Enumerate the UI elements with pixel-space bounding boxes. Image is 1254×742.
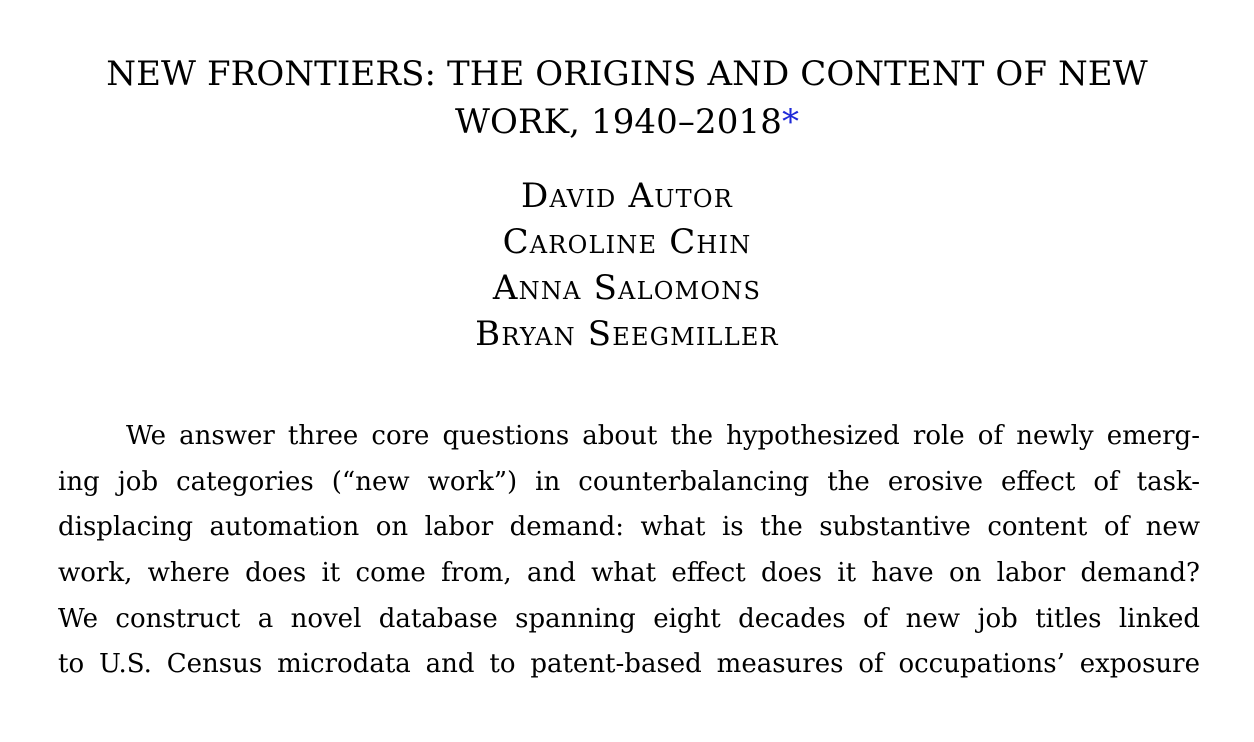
paper-title-line-2 — [40, 98, 1214, 146]
author-name: Anna Salomons — [492, 268, 762, 308]
paper-title-line-2-text: WORK, 1940–2018 — [454, 102, 782, 142]
abstract-line: work, where does it come from, and what effect does it have on labor demand? — [58, 558, 1200, 589]
paper-title — [40, 50, 1214, 146]
author-name: Caroline Chin — [502, 222, 752, 262]
author-name: Bryan Seegmiller — [475, 314, 779, 354]
author-name: David Autor — [521, 176, 733, 216]
abstract-line: We answer three core questions about the hypothesized role of newly emerg- — [126, 421, 1200, 451]
abstract-text — [58, 414, 1200, 688]
abstract-line: to U.S. Census microdata and to patent-based measures of occupations’ exposure — [58, 649, 1200, 680]
author-list — [40, 173, 1214, 357]
abstract-line: displacing automation on labor demand: what is the substantive content of new — [58, 512, 1200, 543]
abstract-line: ing job categories (“new work”) in counterbalancing the erosive effect of task- — [58, 466, 1200, 497]
title-footnote-link[interactable]: * — [781, 102, 800, 142]
paper-title-line-1: NEW FRONTIERS: THE ORIGINS AND CONTENT OF NEW — [106, 54, 1148, 94]
abstract-line: We construct a novel database spanning eight decades of new job titles linked — [58, 603, 1200, 634]
